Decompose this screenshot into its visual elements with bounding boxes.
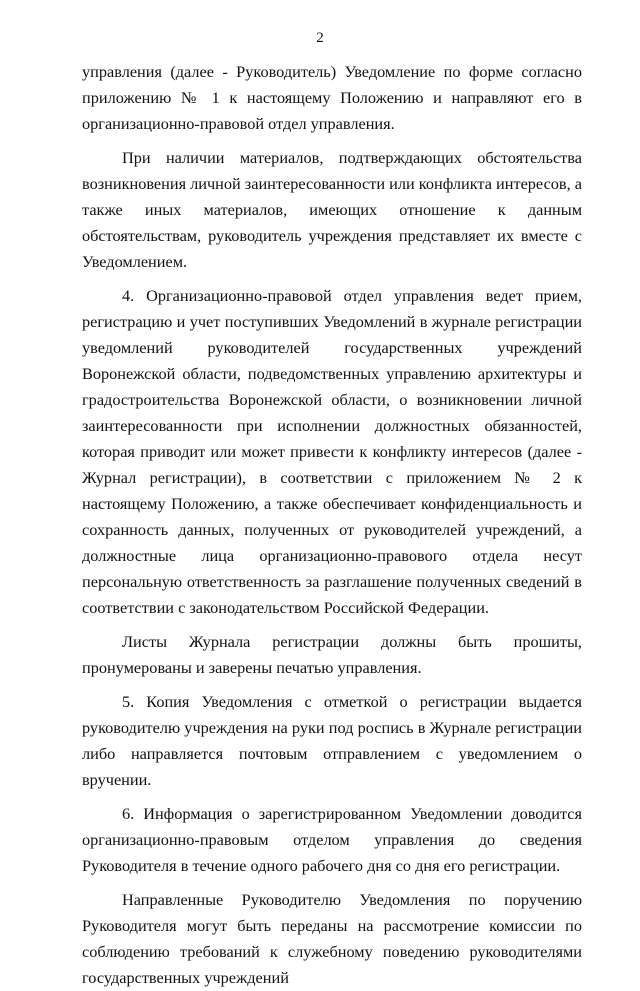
paragraph-item-5: 5. Копия Уведомления с отметкой о регистрации выдается руководителю учреждения на руки под роспись в Журнале регистрации либо направляется почтовым отправлением с уведомлением о вручении. xyxy=(82,692,582,789)
paragraph-item-4: 4. Организационно-правовой отдел управления ведет прием, регистрацию и учет поступивших Уведомлений в журнале регистрации уведомлений руководителей государственных учреждений Воронежской области, подведомственных управлению архитектуры и градостроительства Воронежской области, о возникновении личной заинтересованности при исполнении должностных обязанностей, которая приводит или может привести к конфликту интересов (далее - Журнал регистрации), в соответствии с приложением № 2 к настоящему Положению, а также обеспечивает конфиденциальность и сохранность данных, полученных от руководителей учреждений, а должностные лица организационно-правового отдела несут персональную ответственность за разглашение полученных сведений в соответствии с законодательством Российской Федерации. xyxy=(82,286,582,617)
paragraph-item-6: 6. Информация о зарегистрированном Уведомлении доводится организационно-правовым отделом управления до сведения Руководителя в течение одного рабочего дня со дня его регистрации. xyxy=(82,804,582,875)
document-body xyxy=(82,59,582,991)
paragraph-journal-sheets: Листы Журнала регистрации должны быть прошиты, пронумерованы и заверены печатью управления. xyxy=(82,632,582,677)
paragraph-supporting-materials: При наличии материалов, подтверждающих обстоятельства возникновения личной заинтересованности или конфликта интересов, а также иных материалов, имеющих отношение к данным обстоятельствам, руководитель учреждения представляет их вместе с Уведомлением. xyxy=(82,148,582,271)
paragraph-continuation: управления (далее - Руководитель) Уведомление по форме согласно приложению № 1 к настоящему Положению и направляют его в организационно-правовой отдел управления. xyxy=(82,62,582,133)
page-number: 2 xyxy=(316,30,324,46)
paragraph-commission: Направленные Руководителю Уведомления по поручению Руководителя могут быть переданы на рассмотрение комиссии по соблюдению требований к служебному поведению руководителями государственных учреждений xyxy=(82,890,582,987)
